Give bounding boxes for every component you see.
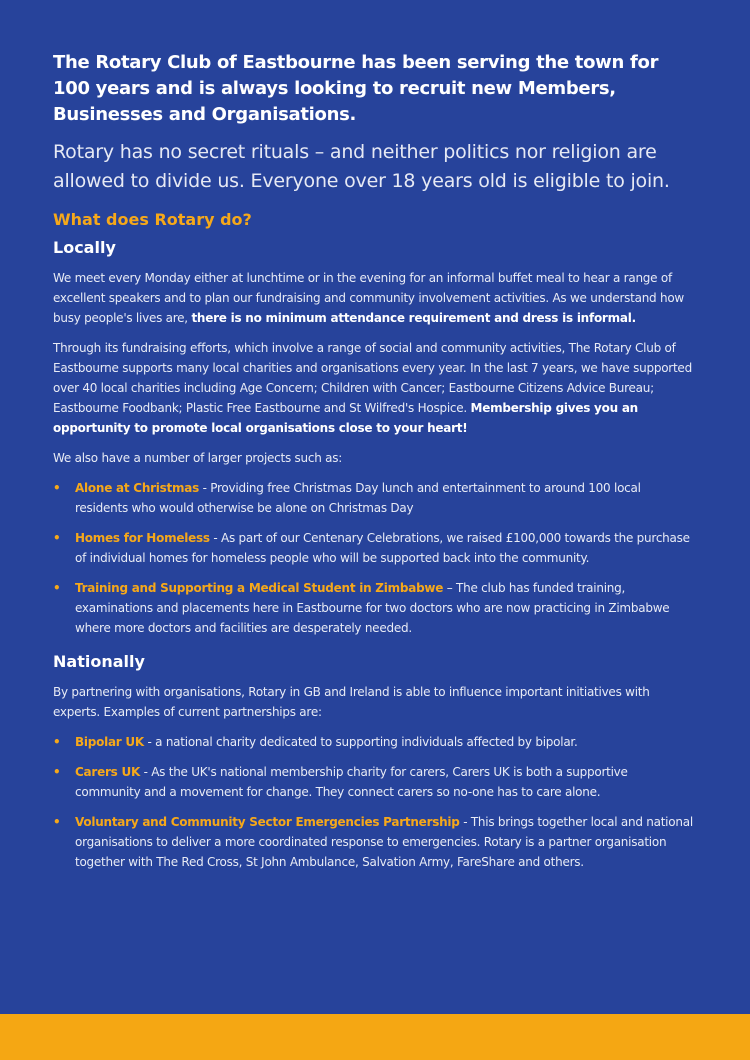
partner-title: Carers UK [75, 765, 140, 779]
project-text: - Providing free Christmas Day lunch and entertainment to around 100 local residents who would otherwise be alone on Christmas Day [75, 481, 641, 515]
projects-list [53, 478, 693, 638]
bullet-icon: • [53, 815, 61, 829]
partner-text: - As the UK's national membership charity for carers, Carers UK is both a supportive community and a movement for change. They connect carers so no-one has to care alone. [75, 765, 628, 799]
project-title: Homes for Homeless [75, 531, 210, 545]
project-text: – The club has funded training, examinations and placements here in Eastbourne for two doctors who are now practicing in Zimbabwe where more doctors and facilities are desperately needed. [75, 581, 670, 635]
locally-paragraph-1 [53, 268, 693, 328]
partners-list [53, 732, 693, 872]
partner-title: Bipolar UK [75, 735, 144, 749]
list-item [53, 528, 693, 568]
project-text: - As part of our Centenary Celebrations, we raised £100,000 towards the purchase of individual homes for homeless people who will be supported back into the community. [75, 531, 690, 565]
bullet-icon: • [53, 531, 61, 545]
partner-text: - This brings together local and national organisations to deliver a more coordinated response to emergencies. Rotary is a partner organisation together with The Red Cross, St John Ambulance, Salvation Army, FareShare and others. [75, 815, 693, 869]
locally-p2-text: Through its fundraising efforts, which involve a range of social and community activities, The Rotary Club of Eastbourne supports many local charities and organisations every year. In the last 7 years, we have supported over 40 local charities including Age Concern; Children with Cancer; Eastbourne Citizens Advice Bureau; Eastbourne Foodbank; Plastic Free Eastbourne and St Wilfred's Hospice. [53, 341, 692, 415]
bullet-icon: • [53, 481, 61, 495]
partner-text: - a national charity dedicated to supporting individuals affected by bipolar. [143, 735, 578, 749]
locally-paragraph-2 [53, 338, 693, 438]
list-item [53, 478, 693, 518]
locally-heading: Locally [53, 238, 116, 257]
list-item [53, 812, 693, 872]
nationally-paragraph: By partnering with organisations, Rotary in GB and Ireland is able to influence important initiatives with experts. Examples of current partnerships are: [53, 685, 650, 719]
leaflet-content [53, 50, 693, 882]
list-item [53, 762, 693, 802]
partner-title: Voluntary and Community Sector Emergencies Partnership [75, 815, 460, 829]
bullet-icon: • [53, 581, 61, 595]
intro-statement: Rotary has no secret rituals – and neither politics nor religion are allowed to divide us. Everyone over 18 years old is eligible to join. [53, 141, 670, 192]
section-question: What does Rotary do? [53, 210, 252, 229]
locally-p2-bold: Membership gives you an opportunity to promote local organisations close to your heart! [53, 401, 638, 435]
nationally-heading: Nationally [53, 652, 145, 671]
lead-statement: The Rotary Club of Eastbourne has been serving the town for 100 years and is always looking to recruit new Members, Businesses and Organisations. [53, 52, 659, 125]
project-title: Alone at Christmas [75, 481, 200, 495]
locally-paragraph-3: We also have a number of larger projects such as: [53, 451, 343, 465]
bullet-icon: • [53, 765, 61, 779]
locally-p1-text: We meet every Monday either at lunchtime or in the evening for an informal buffet meal to hear a range of excellent speakers and to plan our fundraising and community involvement activities. As we understand how busy people's lives are, [53, 271, 684, 325]
project-title: Training and Supporting a Medical Student in Zimbabwe [75, 581, 444, 595]
list-item [53, 578, 693, 638]
list-item [53, 732, 693, 752]
footer-band [0, 1014, 750, 1060]
locally-p1-bold: there is no minimum attendance requirement and dress is informal. [191, 311, 636, 325]
bullet-icon: • [53, 735, 61, 749]
